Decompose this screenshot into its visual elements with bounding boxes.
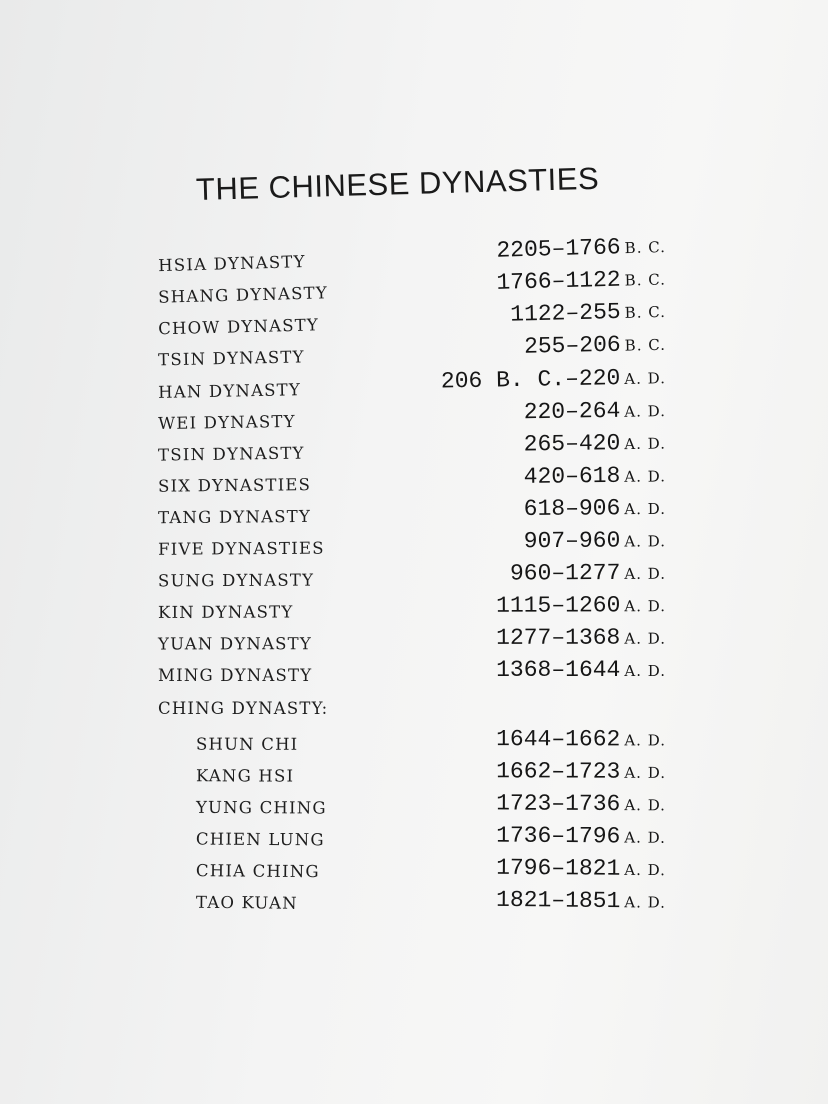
- reign-dates: [496, 823, 666, 850]
- date-range: 1277–1368: [496, 624, 621, 651]
- era-label: A. D.: [624, 467, 667, 486]
- dynasty-dates: [524, 495, 666, 522]
- table-row: [150, 655, 680, 685]
- date-range: 265–420: [523, 430, 621, 458]
- era-label: A. D.: [624, 532, 667, 551]
- date-range: 1766–1122: [496, 266, 621, 296]
- reign-row: [150, 724, 680, 755]
- dynasty-name: KIN DYNASTY: [157, 602, 294, 622]
- dynasty-name: HAN DYNASTY: [157, 380, 302, 402]
- era-label: B. C.: [624, 237, 667, 258]
- era-label: A. D.: [624, 597, 667, 616]
- date-range: 907–960: [523, 527, 621, 555]
- era-label: A. D.: [624, 369, 667, 388]
- table-row: [150, 427, 680, 464]
- era-label: A. D.: [624, 860, 667, 880]
- dynasty-name: SHANG DYNASTY: [157, 283, 329, 307]
- dynasty-dates: [496, 657, 666, 683]
- date-range: 1644–1662: [496, 726, 621, 753]
- table-row: [150, 623, 680, 654]
- era-label: A. D.: [624, 731, 667, 750]
- dynasty-dates: [524, 527, 666, 554]
- date-range: 618–906: [523, 495, 621, 523]
- reign-row: [150, 850, 680, 885]
- reign-dates: [496, 855, 666, 882]
- era-label: A. D.: [624, 402, 667, 421]
- dynasty-name: FIVE DYNASTIES: [157, 538, 325, 559]
- date-range: 1662–1723: [496, 758, 621, 785]
- date-range: 1736–1796: [496, 822, 621, 850]
- reign-name: CHIA CHING: [195, 861, 320, 882]
- era-label: A. D.: [624, 629, 667, 648]
- table-row: [150, 558, 680, 591]
- dynasty-name: MING DYNASTY: [158, 666, 313, 685]
- date-range: 420–618: [523, 462, 621, 490]
- era-label: A. D.: [624, 434, 667, 454]
- reign-row: [150, 818, 680, 852]
- dynasty-dates: [496, 625, 666, 651]
- era-label: B. C.: [624, 335, 667, 355]
- dynasty-name: YUAN DYNASTY: [157, 634, 312, 654]
- reign-row: [150, 881, 680, 917]
- table-row: [150, 688, 680, 718]
- table-row: [150, 493, 680, 528]
- reign-row: [150, 755, 680, 787]
- era-label: A. D.: [624, 662, 666, 680]
- era-label: A. D.: [624, 499, 667, 519]
- reign-dates: [496, 726, 666, 752]
- era-label: A. D.: [624, 796, 667, 815]
- dynasty-dates: [524, 397, 667, 425]
- era-label: A. D.: [624, 828, 667, 847]
- date-range: 220–264: [523, 397, 621, 426]
- page-title: THE CHINESE DYNASTIES: [195, 160, 600, 207]
- date-range: 2205–1766: [496, 234, 622, 264]
- reign-name: CHIEN LUNG: [195, 829, 325, 850]
- reign-name: YUNG CHING: [195, 797, 327, 818]
- era-label: B. C.: [624, 302, 667, 322]
- dynasty-dates: [510, 298, 666, 328]
- dynasty-dates: [524, 331, 666, 360]
- reign-dates: [496, 758, 666, 785]
- table-row: [150, 460, 680, 496]
- reign-name: SHUN CHI: [195, 734, 299, 754]
- dynasty-name: TANG DYNASTY: [157, 506, 312, 528]
- reign-row: [150, 787, 680, 820]
- dynasty-dates: [524, 462, 667, 489]
- date-range: 1723–1736: [496, 790, 621, 818]
- table-row: [150, 590, 680, 622]
- dynasty-name: CHING DYNASTY:: [158, 699, 329, 718]
- date-range: 1796–1821: [496, 854, 621, 882]
- reign-dates: [496, 887, 666, 915]
- dynasty-name: SIX DYNASTIES: [157, 475, 312, 496]
- era-label: A. D.: [624, 564, 667, 583]
- dynasty-name: TSIN DYNASTY: [157, 347, 305, 370]
- reign-name: KANG HSI: [195, 766, 295, 786]
- dynasty-name: WEI DYNASTY: [157, 411, 296, 434]
- era-label: A. D.: [624, 763, 667, 782]
- date-range: 1368–1644: [496, 657, 621, 683]
- date-range: 1115–1260: [496, 592, 621, 619]
- dynasty-dates: [441, 364, 667, 394]
- era-label: A. D.: [624, 893, 667, 912]
- era-label: B. C.: [624, 270, 667, 290]
- date-range: 255–206: [523, 331, 621, 360]
- dynasty-dates: [510, 560, 666, 587]
- dynasty-dates: [496, 592, 666, 619]
- dynasty-dates: [496, 233, 666, 264]
- date-range: 1821–1851: [495, 886, 621, 915]
- date-range: 1122–255: [509, 298, 621, 328]
- dynasty-name: SUNG DYNASTY: [157, 570, 315, 591]
- dynasty-dates: [496, 265, 666, 295]
- reign-name: TAO KUAN: [195, 892, 298, 913]
- dynasty-name: HSIA DYNASTY: [157, 252, 306, 276]
- dynasty-name: TSIN DYNASTY: [157, 443, 305, 465]
- reign-dates: [496, 790, 666, 817]
- table-row: [150, 525, 680, 559]
- dynasty-name: CHOW DYNASTY: [157, 315, 320, 339]
- date-range: 960–1277: [509, 559, 621, 587]
- date-range: 206 B. C.–220: [440, 365, 621, 395]
- dynasty-dates: [524, 429, 667, 457]
